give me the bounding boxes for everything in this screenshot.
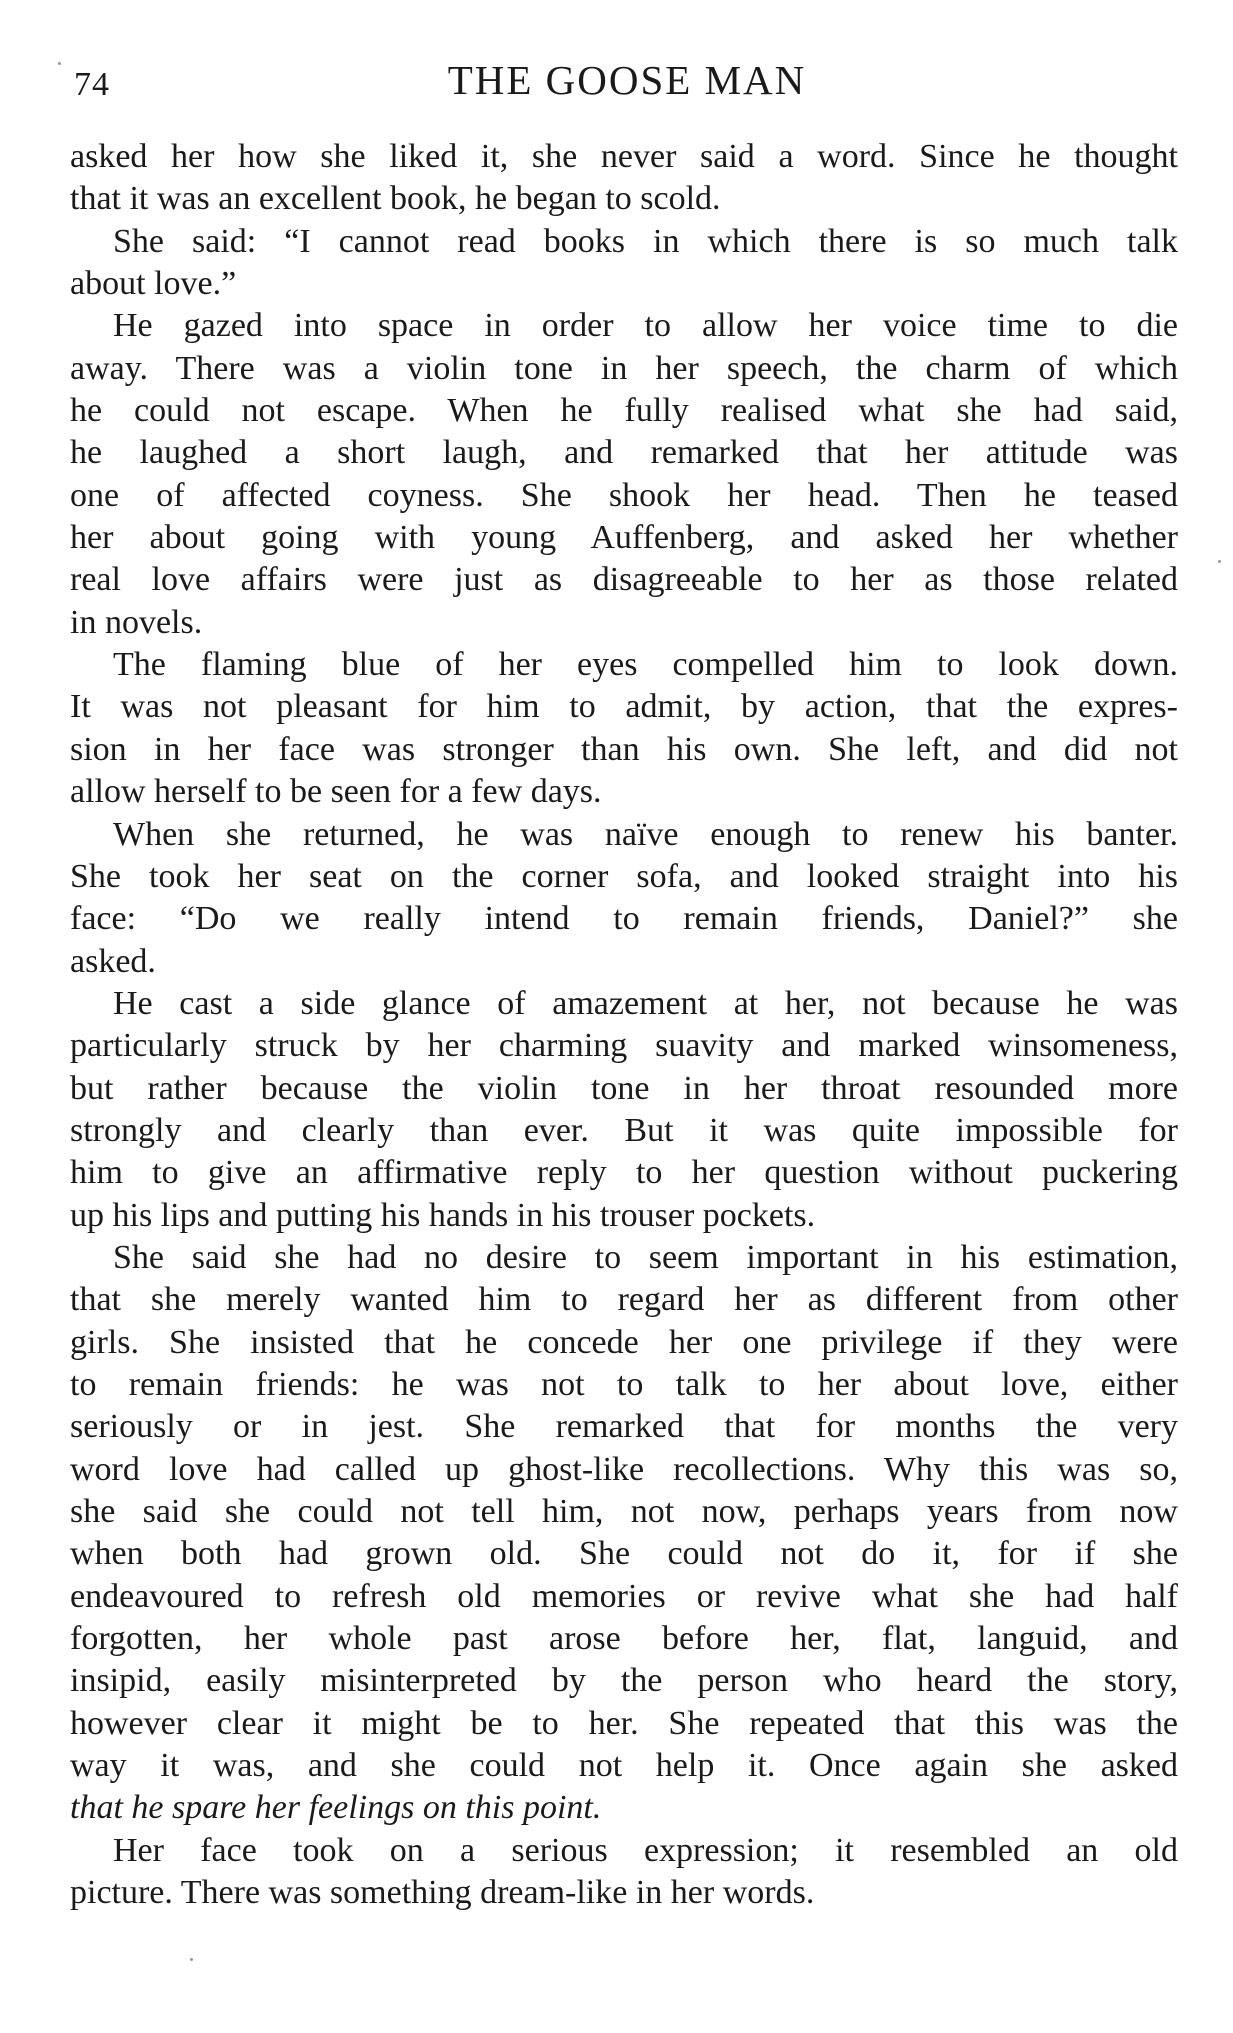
text-line: however clear it might be to her. She repeated that this was the bbox=[70, 1704, 1178, 1742]
text-line: endeavoured to refresh old memories or revive what she had half bbox=[70, 1577, 1178, 1615]
text-line: word love had called up ghost-like recollections. Why this was so, bbox=[70, 1450, 1178, 1488]
running-title: THE GOOSE MAN bbox=[447, 57, 807, 103]
text-line: to remain friends: he was not to talk to her about love, either bbox=[70, 1365, 1178, 1403]
text-line: that she merely wanted him to regard her as different from other bbox=[70, 1281, 1178, 1319]
text-line: She said she had no desire to seem important in his estimation, bbox=[113, 1238, 1178, 1276]
text-line: but rather because the violin tone in her throat resounded more bbox=[70, 1069, 1178, 1107]
text-line: He cast a side glance of amazement at her, not because he was bbox=[113, 984, 1178, 1022]
scan-speck bbox=[58, 62, 61, 65]
text-line: up his lips and putting his hands in his trouser pockets. bbox=[70, 1196, 816, 1234]
text-line: that it was an excellent book, he began to scold. bbox=[70, 180, 721, 218]
text-line: He gazed into space in order to allow her voice time to die bbox=[113, 307, 1178, 345]
text-line: The flaming blue of her eyes compelled him to look down. bbox=[113, 646, 1178, 684]
body-text bbox=[70, 136, 1178, 1914]
scan-speck bbox=[190, 1958, 193, 1961]
text-line: girls. She insisted that he concede her one privilege if they were bbox=[70, 1323, 1178, 1361]
text-line: about love.” bbox=[70, 265, 237, 303]
page-number: 74 bbox=[74, 66, 110, 103]
text-line: her about going with young Auffenberg, and asked her whether bbox=[70, 519, 1178, 557]
text-line: seriously or in jest. She remarked that for months the very bbox=[70, 1408, 1178, 1446]
text-line: When she returned, he was naïve enough to renew his banter. bbox=[113, 815, 1178, 853]
text-line: away. There was a violin tone in her speech, the charm of which bbox=[70, 349, 1178, 387]
text-line: him to give an affirmative reply to her question without puckering bbox=[70, 1154, 1178, 1192]
text-line: one of affected coyness. She shook her head. Then he teased bbox=[70, 476, 1178, 514]
text-line: asked her how she liked it, she never said a word. Since he thought bbox=[70, 138, 1178, 175]
text-line: It was not pleasant for him to admit, by action, that the expres- bbox=[70, 688, 1178, 726]
text-line: Her face took on a serious expression; it resembled an old bbox=[113, 1831, 1178, 1869]
text-line: forgotten, her whole past arose before her, flat, languid, and bbox=[70, 1620, 1178, 1658]
text-line: strongly and clearly than ever. But it was quite impossible for bbox=[70, 1111, 1178, 1149]
text-line: She took her seat on the corner sofa, and looked straight into his bbox=[70, 857, 1178, 895]
text-line: he laughed a short laugh, and remarked that her attitude was bbox=[70, 434, 1178, 472]
text-line: she said she could not tell him, not now, perhaps years from now bbox=[70, 1493, 1178, 1530]
text-line: allow herself to be seen for a few days. bbox=[70, 773, 602, 811]
text-line: particularly struck by her charming suavity and marked winsomeness, bbox=[70, 1027, 1178, 1065]
text-line: he could not escape. When he fully realised what she had said, bbox=[70, 392, 1178, 430]
text-line: when both had grown old. She could not do it, for if she bbox=[70, 1535, 1178, 1573]
text-line: sion in her face was stronger than his own. She left, and did not bbox=[70, 730, 1178, 768]
text-line: in novels. bbox=[70, 603, 203, 641]
text-line: real love affairs were just as disagreeable to her as those related bbox=[70, 561, 1178, 599]
text-line: insipid, easily misinterpreted by the person who heard the story, bbox=[70, 1662, 1178, 1700]
text-line: that he spare her feelings on this point. bbox=[70, 1789, 602, 1827]
text-line: She said: “I cannot read books in which there is so much talk bbox=[113, 222, 1178, 260]
page-header bbox=[74, 56, 1180, 116]
text-line: face: “Do we really intend to remain friends, Daniel?” she bbox=[70, 900, 1178, 938]
text-line: way it was, and she could not help it. Once again she asked bbox=[70, 1747, 1178, 1785]
text-line: asked. bbox=[70, 942, 156, 980]
scan-speck bbox=[1218, 560, 1221, 563]
text-line: picture. There was something dream-like in her words. bbox=[70, 1874, 815, 1912]
